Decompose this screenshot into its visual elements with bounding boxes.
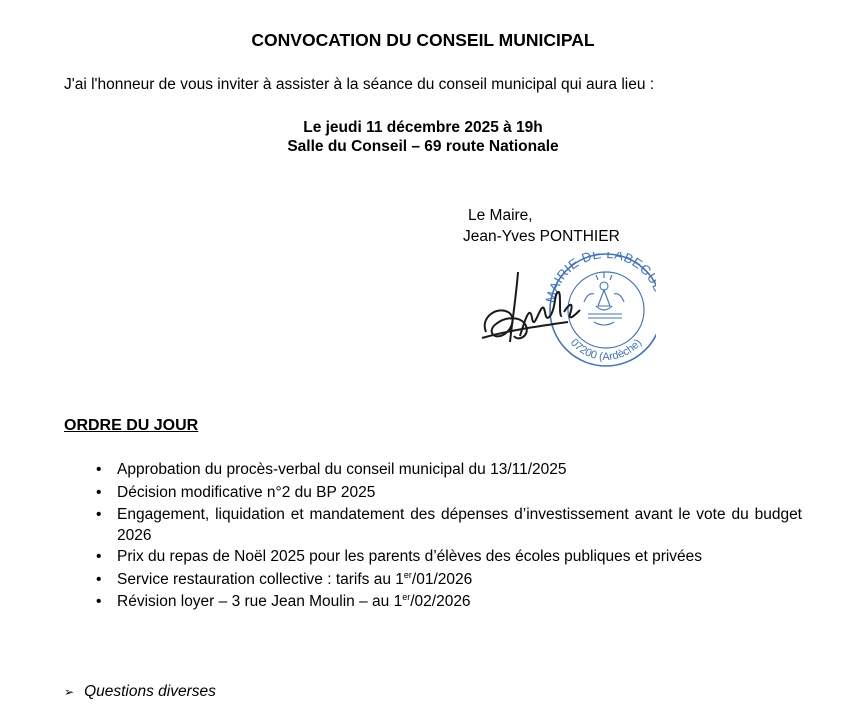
list-item: • Service restauration collective : tarifs au 1er/01/2026 [96, 569, 802, 592]
signatory-name: Jean-Yves PONTHIER [463, 228, 620, 245]
document-title: CONVOCATION DU CONSEIL MUNICIPAL [251, 30, 595, 50]
stamp-bottom-text: 07200 (Ardèche) [567, 336, 645, 364]
list-item: • Engagement, liquidation et mandatement des dépenses d’investissement avant le vote du budget 2026 [96, 504, 802, 546]
other-business [64, 683, 216, 701]
mayor-stamp-and-signature [470, 252, 656, 370]
stamp-top-text: MAIRIE DE LABEG [542, 252, 655, 305]
agenda-list [96, 459, 802, 614]
other-business-label: Questions diverses [84, 683, 216, 700]
signature-and-stamp [470, 252, 656, 375]
list-item: • Révision loyer – 3 rue Jean Moulin – au 1er/02/2026 [96, 591, 802, 614]
list-item: • Prix du repas de Noël 2025 pour les parents d’élèves des écoles publiques et privées [96, 546, 802, 569]
arrow-right-icon: ➢ [64, 685, 75, 699]
meeting-date-time: Le jeudi 11 décembre 2025 à 19h [303, 119, 543, 136]
list-item: • Décision modificative n°2 du BP 2025 [96, 482, 802, 505]
list-item: • Approbation du procès-verbal du conseil municipal du 13/11/2025 [96, 459, 802, 482]
invitation-text: J'ai l'honneur de vous inviter à assister à la séance du conseil municipal qui aura lieu : [64, 76, 655, 93]
signatory-role: Le Maire, [468, 207, 533, 224]
marianne-emblem-icon [584, 272, 624, 325]
meeting-details [0, 118, 846, 156]
agenda-title: ORDRE DU JOUR [64, 417, 199, 434]
meeting-location: Salle du Conseil – 69 route Nationale [287, 138, 559, 155]
